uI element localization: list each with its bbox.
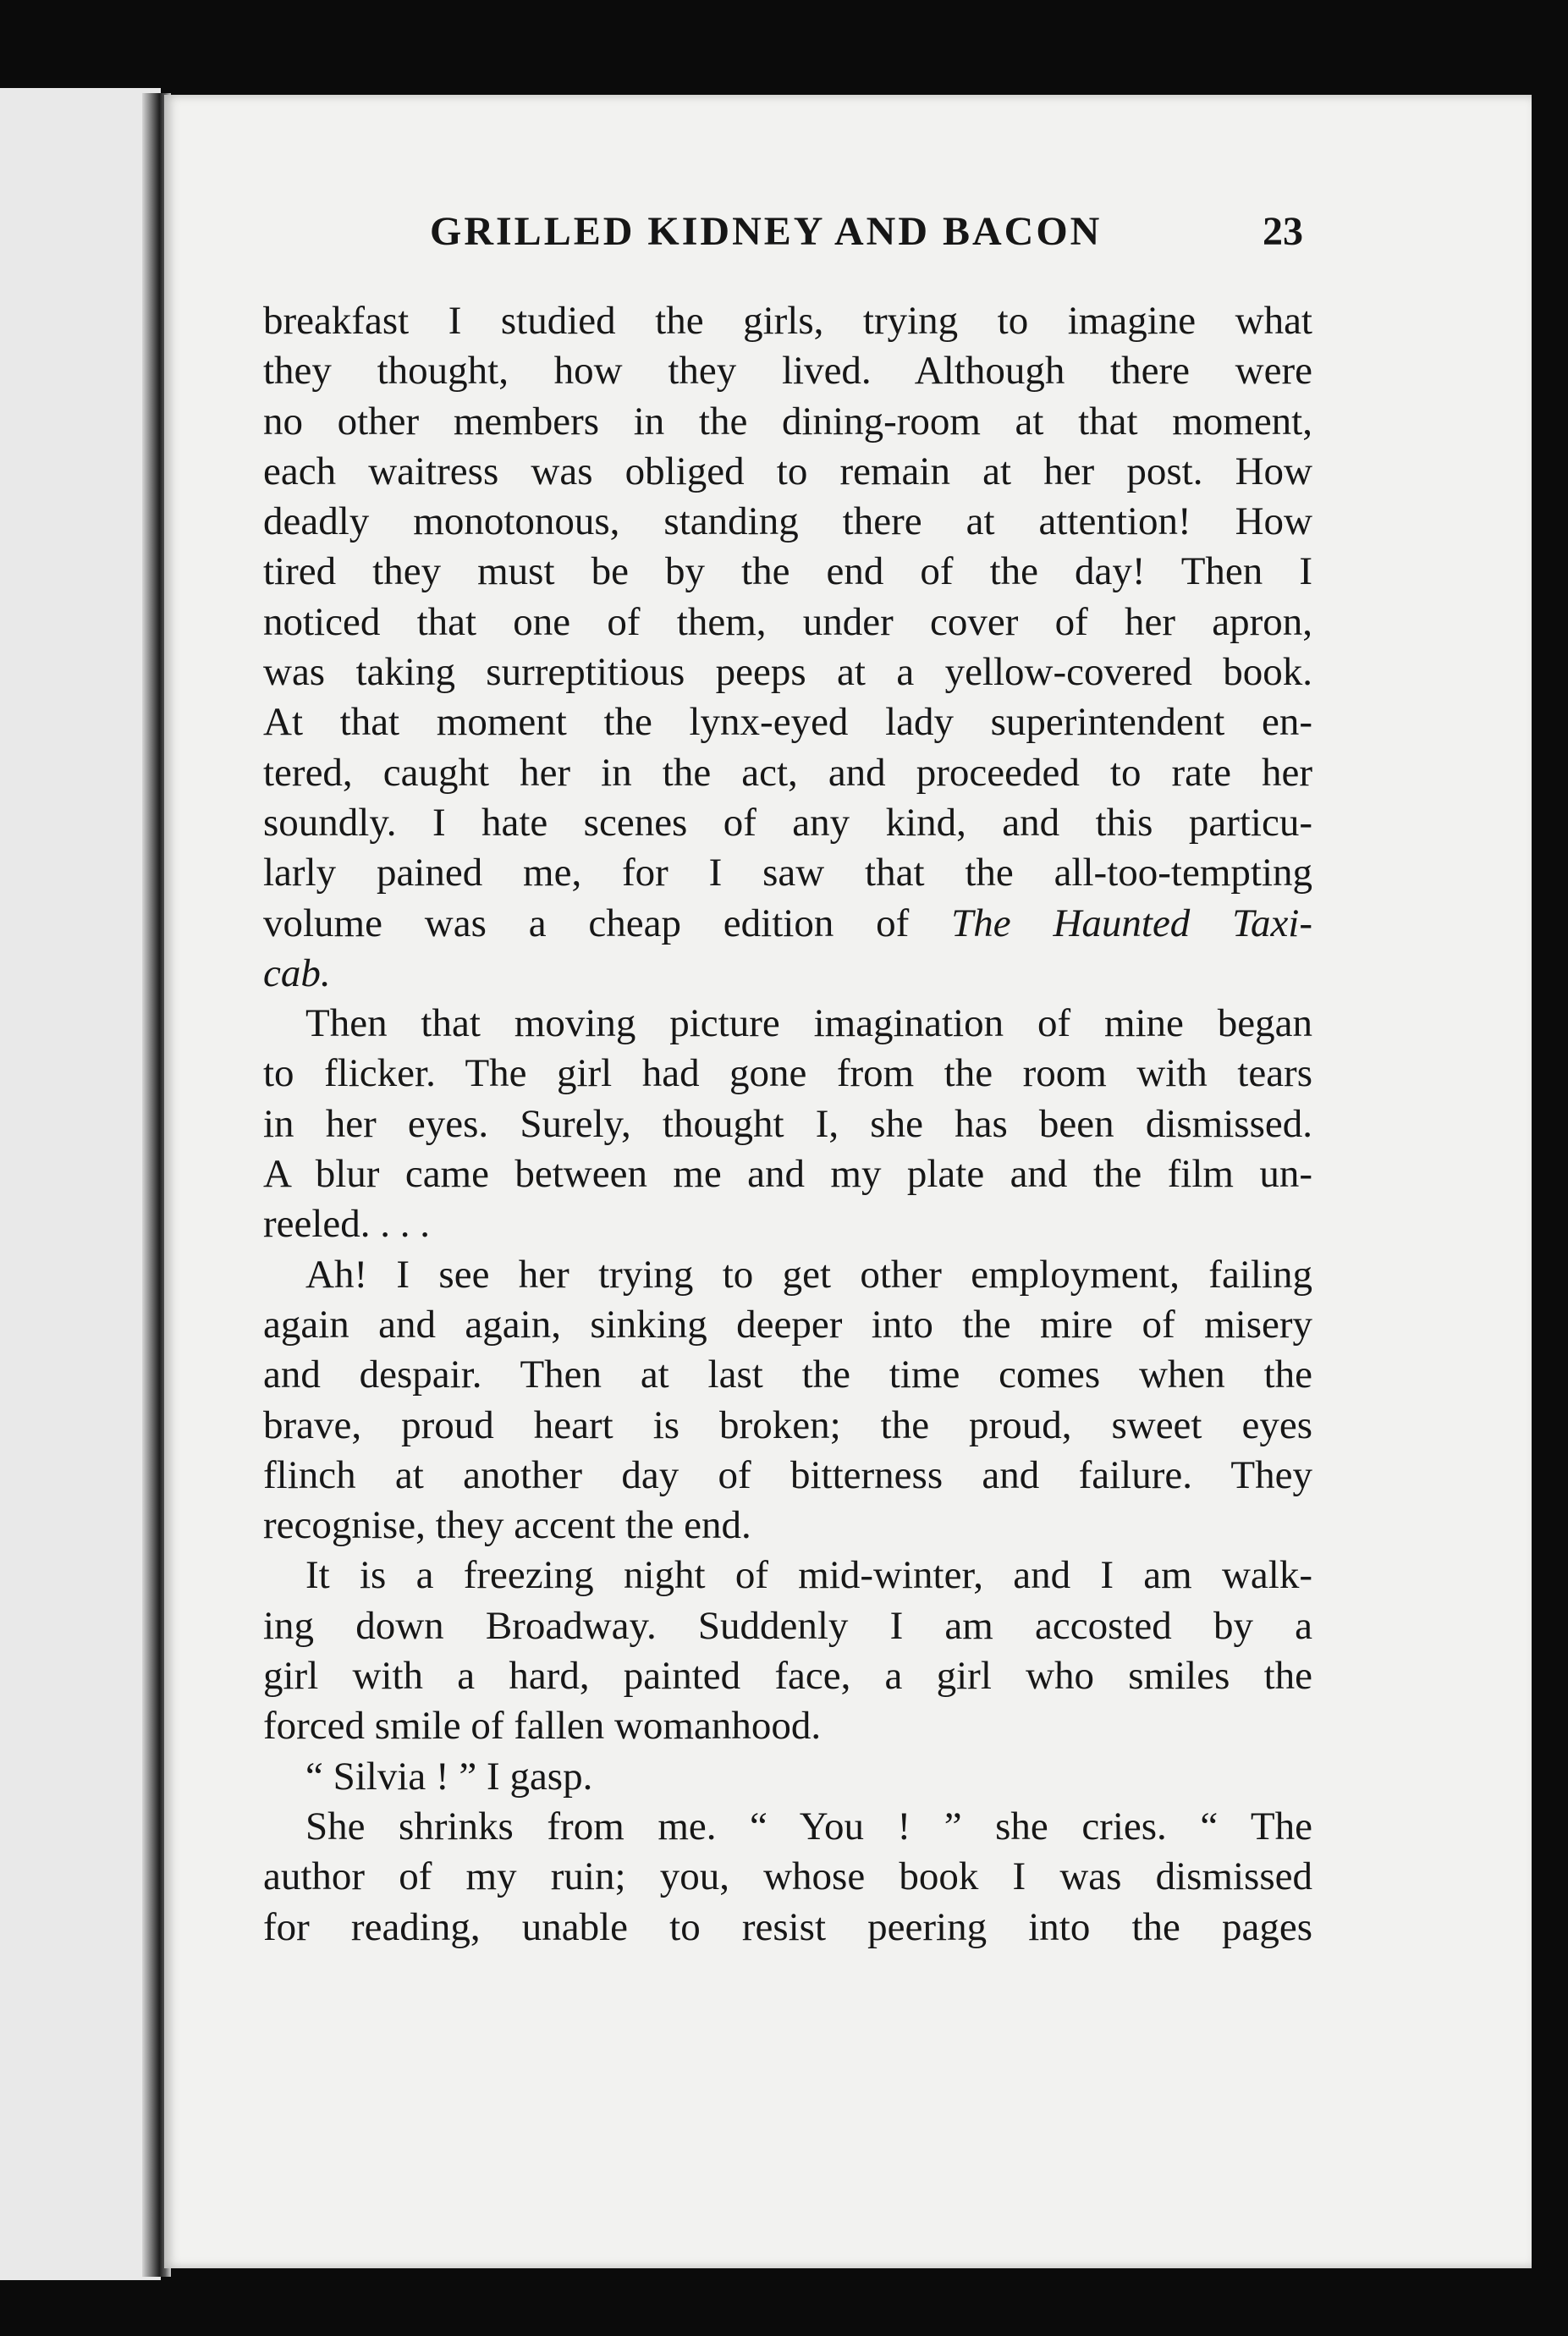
page-header [164, 208, 1532, 276]
text-line: She shrinks from me. “ You ! ” she cries. “ The [305, 1804, 1312, 1848]
text-line: girl with a hard, painted face, a girl who smiles the [263, 1654, 1312, 1699]
text-line: deadly monotonous, standing there at attention! How [263, 499, 1312, 544]
text-line: for reading, unable to resist peering into the pages [263, 1904, 1312, 1949]
text-line: no other members in the dining-room at that moment, [263, 399, 1312, 444]
text-line: It is a freezing night of mid-winter, and I am walk- [305, 1553, 1312, 1598]
text-fragment: volume was a cheap edition of [263, 901, 910, 945]
text-line-with-title [263, 899, 1312, 949]
text-line: tired they must be by the end of the day! Then I [263, 549, 1312, 594]
text-line: breakfast I studied the girls, trying to imagine what [263, 299, 1312, 343]
text-line: soundly. I hate scenes of any kind, and this particu- [263, 800, 1312, 845]
text-line: larly pained me, for I saw that the all-too-tempting [263, 851, 1312, 895]
text-line: noticed that one of them, under cover of her apron, [263, 599, 1312, 644]
text-line: forced smile of fallen womanhood. [263, 1704, 822, 1749]
text-line: was taking surreptitious peeps at a yellow-covered book. [263, 650, 1312, 695]
text-line: “ Silvia ! ” I gasp. [305, 1754, 593, 1799]
running-head: GRILLED KIDNEY AND BACON [430, 209, 1103, 254]
text-line: author of my ruin; you, whose book I was dismissed [263, 1854, 1312, 1899]
text-line: A blur came between me and my plate and the film un- [263, 1152, 1312, 1197]
text-line: ing down Broadway. Suddenly I am accosted by a [263, 1603, 1312, 1648]
text-line: Then that moving picture imagination of mine began [305, 1001, 1312, 1046]
text-line: to flicker. The girl had gone from the room with tears [263, 1051, 1312, 1096]
text-line: Ah! I see her trying to get other employment, failing [305, 1252, 1312, 1297]
text-line: and despair. Then at last the time comes when the [263, 1353, 1312, 1397]
text-line [263, 949, 1312, 999]
text-line: each waitress was obliged to remain at her post. How [263, 449, 1312, 493]
text-line: brave, proud heart is broken; the proud, sweet eyes [263, 1402, 1312, 1447]
book-page [164, 95, 1532, 2268]
text-line: flinch at another day of bitterness and failure. They [263, 1452, 1312, 1497]
page-number: 23 [1263, 209, 1303, 254]
text-line: in her eyes. Surely, thought I, she has been dismissed. [263, 1101, 1312, 1146]
text-line: recognise, they accent the end. [263, 1503, 751, 1548]
text-line: reeled. . . . [263, 1202, 431, 1247]
book-title-end: cab. [263, 950, 331, 995]
text-line: again and again, sinking deeper into the mire of misery [263, 1302, 1312, 1347]
book-title: The Haunted Taxi- [951, 901, 1313, 945]
text-line: At that moment the lynx-eyed lady superintendent en- [263, 700, 1312, 745]
text-line: tered, caught her in the act, and proceeded to rate her [263, 750, 1312, 795]
body-text [263, 296, 1312, 1953]
text-line: they thought, how they lived. Although there were [263, 349, 1312, 394]
left-page-edge [0, 88, 161, 2280]
